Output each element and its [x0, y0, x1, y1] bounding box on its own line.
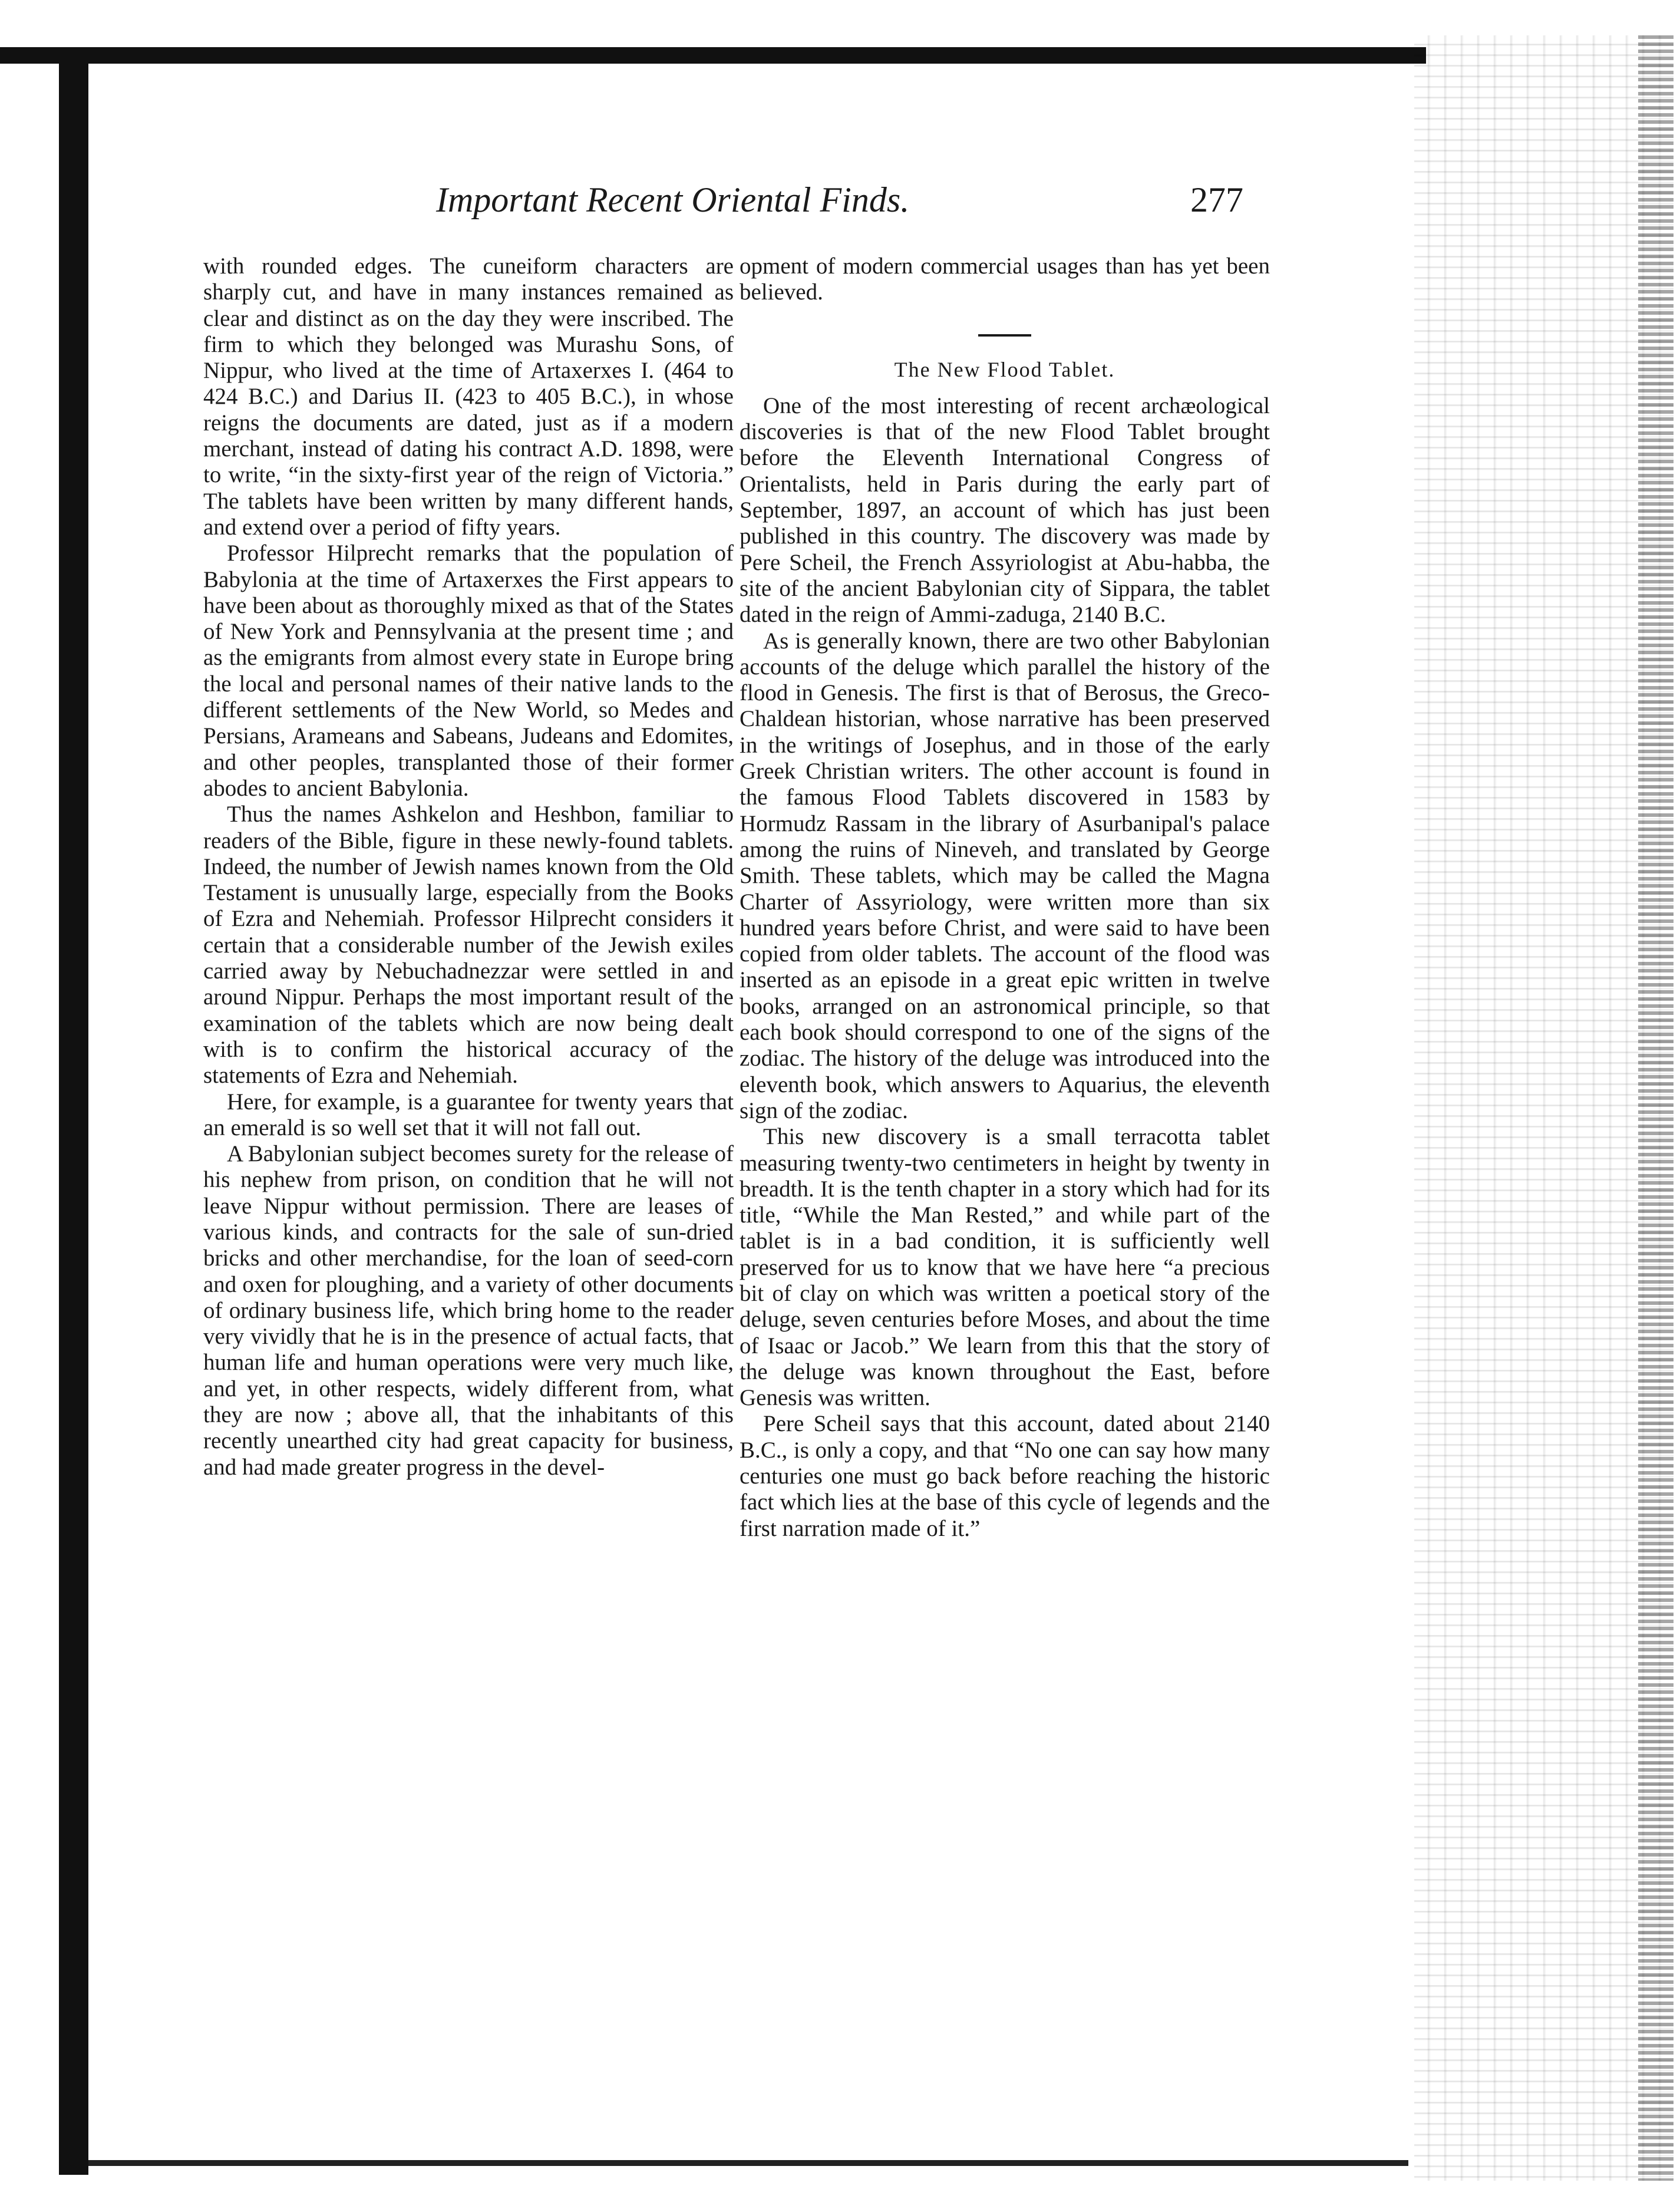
paragraph: As is generally known, there are two other Babylonian accounts of the deluge which parallel the history of the flood in Genesis. The first is that of Berosus, the Greco-Chaldean historian, whose narrative has been preserved in the writings of Josephus, and in those of the early Greek Christian writers. The other account is found in the famous Flood Tablets discovered in 1583 by Hormudz Rassam in the library of Asurbanipal's palace among the ruins of Nineveh, and translated by George Smith. These tablets, which may be called the Magna Charter of Assyriology, were written more than six hundred years before Christ, and were said to have been copied from older tablets. The account of the flood was inserted as an episode in a great epic written in twelve books, arranged on an astronomical principle, so that each book should correspond to one of the signs of the zodiac. The history of the deluge was introduced into the eleventh book, which answers to Aquarius, the eleventh sign of the zodiac. — [740, 628, 1270, 1123]
scan-noise-edge — [1638, 35, 1674, 2181]
scan-border-top — [0, 47, 1426, 64]
section-heading: The New Flood Tablet. — [894, 357, 1115, 381]
paragraph: Thus the names Ashkelon and Heshbon, familiar to readers of the Bible, figure in these newly-found tablets. Indeed, the number of Jewish names known from the Old Testament is unusually large, especially from the Books of Ezra and Nehemiah. Professor Hilprecht considers it certain that a considerable number of the Jewish exiles carried away by Nebuchadnezzar were settled in and around Nippur. Perhaps the most important result of the examination of the tablets which are now being dealt with is to confirm the historical accuracy of the statements of Ezra and Nehemiah. — [203, 802, 734, 1089]
running-title: Important Recent Oriental Finds. — [436, 180, 910, 219]
scan-noise-right-margin — [1414, 35, 1674, 2181]
scan-border-left — [59, 53, 88, 2175]
paragraph: This new discovery is a small terracotta tablet measuring twenty-two centimeters in height by twenty in breadth. It is the tenth chapter in a story which had for its title, “While the Man Rested,” and while part of the tablet is in a bad condition, it is sufficiently well preserved for us to know that we have here “a precious bit of clay on which was written a poetical story of the deluge, seven centuries before Moses, and about the time of Isaac or Jacob.” We learn from this that the story of the deluge was known throughout the East, before Genesis was written. — [740, 1124, 1270, 1411]
paragraph: with rounded edges. The cuneiform characters are sharply cut, and have in many instances remained as clear and distinct as on the day they were inscribed. The firm to which they belonged was Murashu Sons, of Nippur, who lived at the time of Artaxerxes I. (464 to 424 B.C.) and Darius II. (423 to 405 B.C.), in whose reigns the documents are dated, just as if a modern merchant, instead of dating his contract A.D. 1898, were to write, “in the sixty-first year of the reign of Victoria.” The tablets have been written by many different hands, and extend over a period of fifty years. — [203, 253, 734, 540]
paragraph: A Babylonian subject becomes surety for the release of his nephew from prison, on condition that he will not leave Nippur without permission. There are leases of various kinds, and contracts for the sale of sun-dried bricks and other merchandise, for the loan of seed-corn and oxen for ploughing, and a variety of other documents of ordinary business life, which bring home to the reader very vividly that he is in the presence of actual facts, that human life and human operations were very much like, and yet, in other respects, widely different from, what they are now ; above all, that the inhabitants of this recently unearthed city had great capacity for business, and had made greater progress in the devel- — [203, 1141, 734, 1480]
paragraph: Here, for example, is a guarantee for twenty years that an emerald is so well set that it will not fall out. — [203, 1089, 734, 1140]
page-number: 277 — [1190, 180, 1243, 219]
scan-border-bottom — [88, 2160, 1408, 2166]
paragraph: One of the most interesting of recent archæological discoveries is that of the new Flood Tablet brought before the Eleventh International Congress of Orientalists, held in Paris during the early part of September, 1897, an account of which has just been published in this country. The discovery was made by Pere Scheil, the French Assyriologist at Abu-habba, the site of the ancient Babylonian city of Sippara, the tablet dated in the reign of Ammi-zaduga, 2140 B.C. — [740, 393, 1270, 628]
right-column — [740, 253, 1270, 1542]
left-column — [203, 253, 734, 1481]
page-header — [436, 180, 1249, 227]
paragraph: opment of modern commercial usages than has yet been believed. — [740, 253, 1270, 305]
paragraph: Professor Hilprecht remarks that the population of Babylonia at the time of Artaxerxes the First appears to have been about as thoroughly mixed as that of the States of New York and Pennsylvania at the present time ; and as the emigrants from almost every state in Europe bring the local and personal names of their native lands to the different settlements of the New World, so Medes and Persians, Arameans and Sabeans, Judeans and Edomites, and other peoples, transplanted those of their former abodes to ancient Babylonia. — [203, 540, 734, 801]
paragraph: Pere Scheil says that this account, dated about 2140 B.C., is only a copy, and that “No one can say how many centuries one must go back before reaching the historic fact which lies at the base of this cycle of legends and the first narration made of it.” — [740, 1411, 1270, 1541]
section-divider — [978, 334, 1031, 337]
